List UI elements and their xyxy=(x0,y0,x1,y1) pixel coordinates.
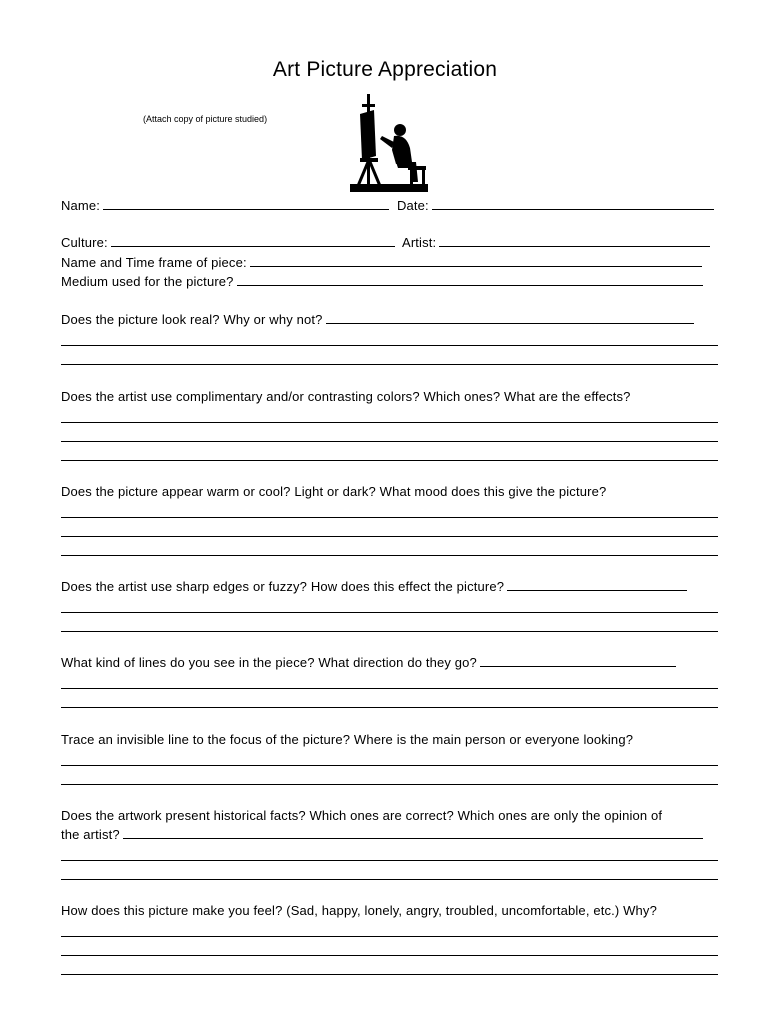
question-8: How does this picture make you feel? (Sad, happy, lonely, angry, troubled, uncomfortable, etc.) Why? xyxy=(61,903,657,918)
timeframe-field[interactable] xyxy=(61,255,702,270)
answer-line[interactable] xyxy=(61,936,718,937)
name-label: Name: xyxy=(61,198,101,213)
medium-label: Medium used for the picture? xyxy=(61,274,234,289)
question-4-text: Does the artist use sharp edges or fuzzy? How does this effect the picture? xyxy=(61,579,505,594)
medium-field[interactable] xyxy=(61,274,703,289)
artist-field[interactable] xyxy=(402,235,710,250)
question-4[interactable] xyxy=(61,579,687,594)
answer-line[interactable] xyxy=(61,974,718,975)
answer-line[interactable] xyxy=(61,955,718,956)
question-2: Does the artist use complimentary and/or contrasting colors? Which ones? What are the effects? xyxy=(61,389,631,404)
question-6: Trace an invisible line to the focus of the picture? Where is the main person or everyone looking? xyxy=(61,732,634,747)
question-3: Does the picture appear warm or cool? Light or dark? What mood does this give the picture? xyxy=(61,484,607,499)
artist-label: Artist: xyxy=(402,235,437,250)
question-7-continued[interactable] xyxy=(61,827,703,842)
painter-at-easel-icon xyxy=(346,92,432,194)
question-7: Does the artwork present historical facts? Which ones are correct? Which ones are only the opinion of xyxy=(61,808,663,823)
answer-line[interactable] xyxy=(61,536,718,537)
question-1[interactable] xyxy=(61,312,694,327)
answer-line[interactable] xyxy=(61,688,718,689)
date-label: Date: xyxy=(397,198,429,213)
question-5[interactable] xyxy=(61,655,676,670)
answer-line[interactable] xyxy=(61,345,718,346)
attach-instruction: (Attach copy of picture studied) xyxy=(143,114,268,124)
culture-label: Culture: xyxy=(61,235,108,250)
answer-line[interactable] xyxy=(61,765,718,766)
answer-line[interactable] xyxy=(61,517,718,518)
answer-line[interactable] xyxy=(61,364,718,365)
answer-line[interactable] xyxy=(61,631,718,632)
question-5-text: What kind of lines do you see in the piece? What direction do they go? xyxy=(61,655,477,670)
answer-line[interactable] xyxy=(61,879,718,880)
date-field[interactable] xyxy=(397,198,714,213)
answer-line[interactable] xyxy=(61,860,718,861)
answer-line[interactable] xyxy=(61,422,718,423)
answer-line[interactable] xyxy=(61,441,718,442)
name-field[interactable] xyxy=(61,198,389,213)
answer-line[interactable] xyxy=(61,784,718,785)
answer-line[interactable] xyxy=(61,555,718,556)
answer-line[interactable] xyxy=(61,707,718,708)
culture-field[interactable] xyxy=(61,235,395,250)
timeframe-label: Name and Time frame of piece: xyxy=(61,255,247,270)
answer-line[interactable] xyxy=(61,460,718,461)
page-title: Art Picture Appreciation xyxy=(272,58,498,81)
answer-line[interactable] xyxy=(61,612,718,613)
question-7-text: the artist? xyxy=(61,827,120,842)
question-1-text: Does the picture look real? Why or why not? xyxy=(61,312,323,327)
